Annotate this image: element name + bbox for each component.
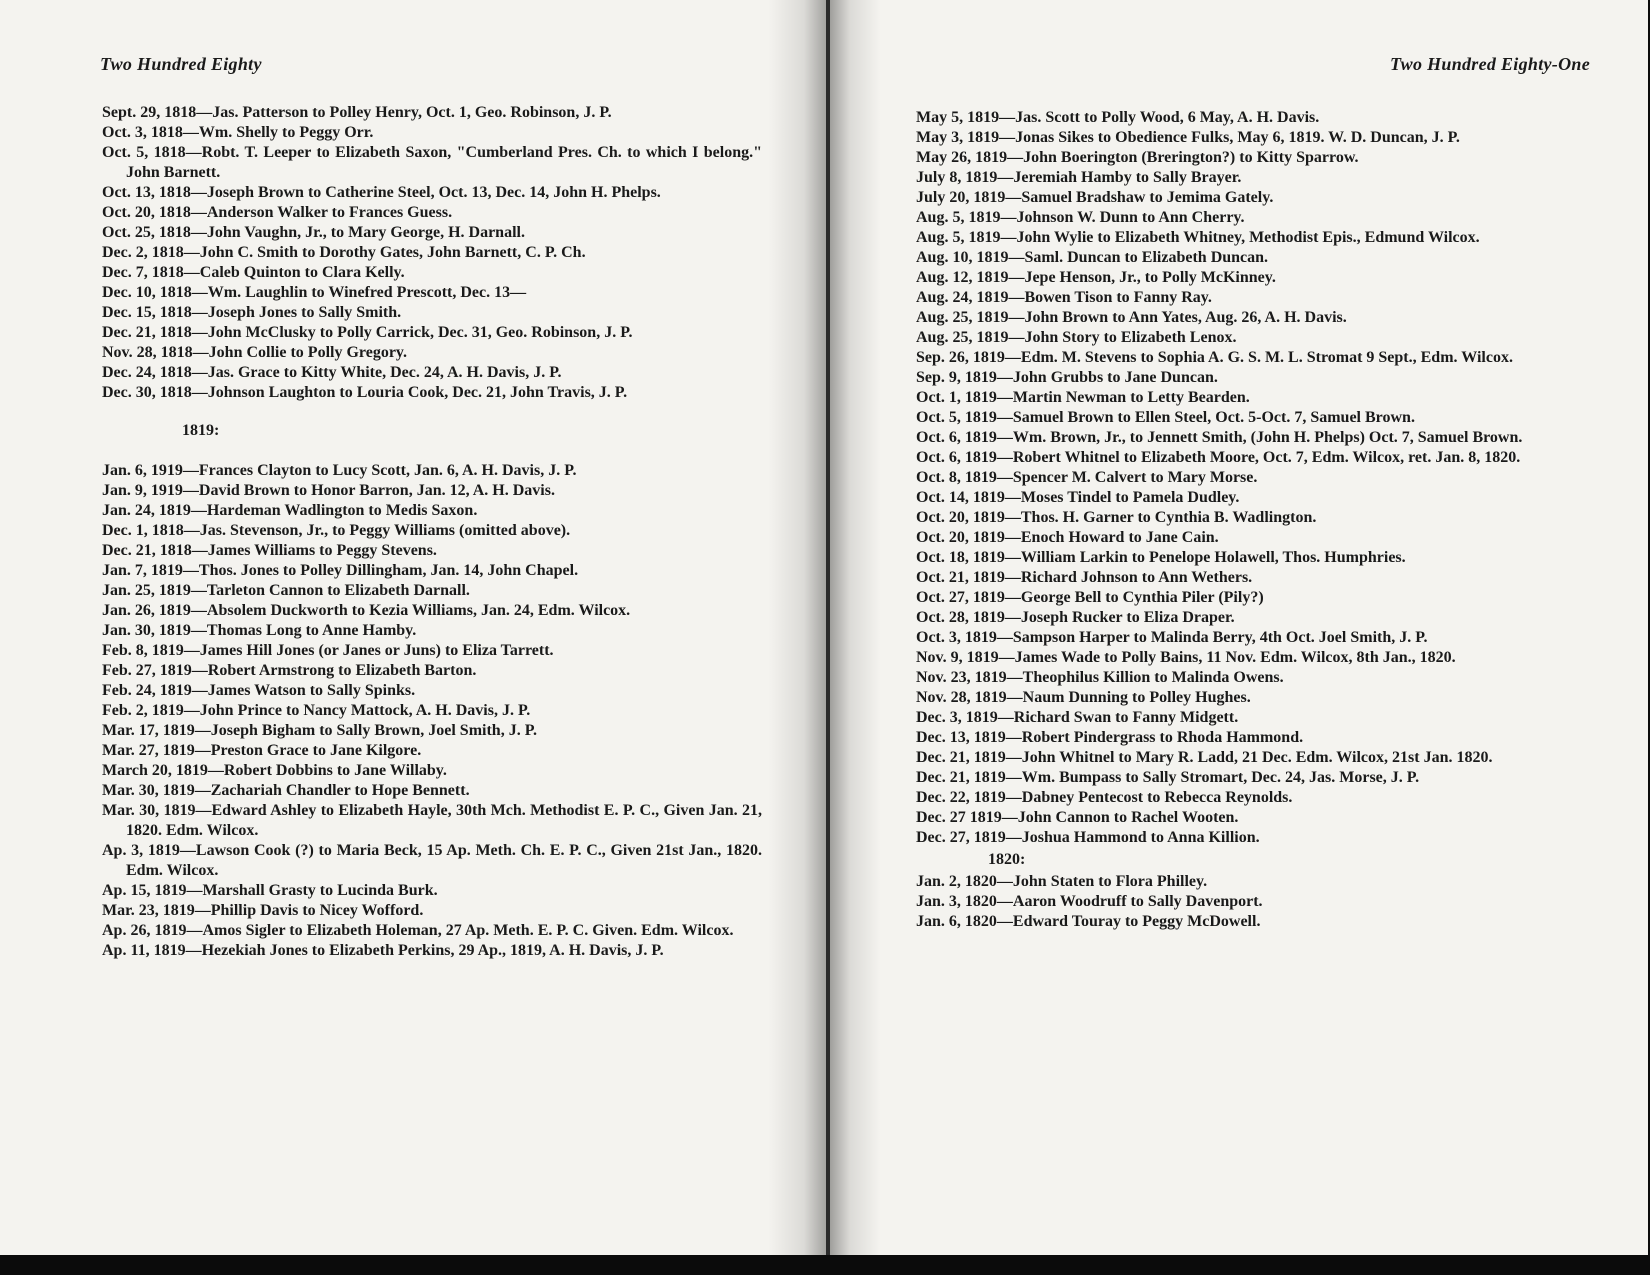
- marriage-entry: Mar. 30, 1819—Edward Ashley to Elizabeth Hayle, 30th Mch. Methodist E. P. C., Given Jan. 21, 1820. Edm. Wilcox.: [102, 802, 762, 839]
- marriage-entry: Dec. 13, 1819—Robert Pindergrass to Rhoda Hammond.: [916, 729, 1304, 746]
- marriage-entry: Aug. 24, 1819—Bowen Tison to Fanny Ray.: [916, 289, 1212, 306]
- marriage-entry: Oct. 18, 1819—William Larkin to Penelope Holawell, Thos. Humphries.: [916, 549, 1406, 566]
- marriage-entry: Aug. 25, 1819—John Brown to Ann Yates, Aug. 26, A. H. Davis.: [916, 309, 1347, 326]
- marriage-entry: Dec. 21, 1819—Wm. Bumpass to Sally Stromart, Dec. 24, Jas. Morse, J. P.: [916, 769, 1420, 786]
- marriage-entry: Oct. 25, 1818—John Vaughn, Jr., to Mary George, H. Darnall.: [102, 224, 525, 241]
- marriage-entry: Dec. 27 1819—John Cannon to Rachel Wooten.: [916, 809, 1239, 826]
- marriage-entry: Aug. 12, 1819—Jepe Henson, Jr., to Polly McKinney.: [916, 269, 1276, 286]
- marriage-entry: Nov. 23, 1819—Theophilus Killion to Malinda Owens.: [916, 669, 1284, 686]
- marriage-entry: Mar. 30, 1819—Zachariah Chandler to Hope Bennett.: [102, 782, 470, 799]
- marriage-entry: Oct. 6, 1819—Robert Whitnel to Elizabeth Moore, Oct. 7, Edm. Wilcox, ret. Jan. 8, 1820.: [916, 449, 1521, 466]
- marriage-entry: Aug. 5, 1819—John Wylie to Elizabeth Whitney, Methodist Epis., Edmund Wilcox.: [916, 229, 1480, 246]
- marriage-entry: May 3, 1819—Jonas Sikes to Obedience Fulks, May 6, 1819. W. D. Duncan, J. P.: [916, 129, 1460, 146]
- gutter-shadow-right: [830, 0, 880, 1255]
- marriage-entry: May 26, 1819—John Boerington (Brerington?) to Kitty Sparrow.: [916, 149, 1359, 166]
- marriage-entry: Nov. 28, 1819—Naum Dunning to Polley Hughes.: [916, 689, 1251, 706]
- marriage-entry: Oct. 20, 1819—Enoch Howard to Jane Cain.: [916, 529, 1219, 546]
- marriage-entry: Dec. 24, 1818—Jas. Grace to Kitty White, Dec. 24, A. H. Davis, J. P.: [102, 364, 562, 381]
- marriage-entry: Jan. 7, 1819—Thos. Jones to Polley Dillingham, Jan. 14, John Chapel.: [102, 562, 579, 579]
- marriage-entry: Oct. 28, 1819—Joseph Rucker to Eliza Draper.: [916, 609, 1235, 626]
- page-header-right: Two Hundred Eighty-One: [1390, 54, 1590, 74]
- marriage-entry: Ap. 11, 1819—Hezekiah Jones to Elizabeth Perkins, 29 Ap., 1819, A. H. Davis, J. P.: [102, 942, 664, 959]
- marriage-entry: Aug. 10, 1819—Saml. Duncan to Elizabeth Duncan.: [916, 249, 1269, 266]
- marriage-entry: Oct. 20, 1819—Thos. H. Garner to Cynthia B. Wadlington.: [916, 509, 1317, 526]
- entries-group-1819-cont: [916, 108, 1566, 848]
- marriage-entry: Dec. 27, 1819—Joshua Hammond to Anna Killion.: [916, 829, 1260, 846]
- marriage-entry: Dec. 22, 1819—Dabney Pentecost to Rebecca Reynolds.: [916, 789, 1293, 806]
- entries-group-1820: [916, 872, 1566, 932]
- marriage-entry: Jan. 6, 1820—Edward Touray to Peggy McDowell.: [916, 913, 1261, 930]
- marriage-entry: Oct. 13, 1818—Joseph Brown to Catherine Steel, Oct. 13, Dec. 14, John H. Phelps.: [102, 184, 661, 201]
- marriage-entry: Jan. 24, 1819—Hardeman Wadlington to Medis Saxon.: [102, 502, 478, 519]
- marriage-entry: Oct. 21, 1819—Richard Johnson to Ann Wethers.: [916, 569, 1253, 586]
- marriage-entry: Dec. 21, 1818—John McClusky to Polly Carrick, Dec. 31, Geo. Robinson, J. P.: [102, 324, 633, 341]
- marriage-entry: Jan. 30, 1819—Thomas Long to Anne Hamby.: [102, 622, 417, 639]
- left-page: [0, 0, 828, 1255]
- gutter-shadow-left: [768, 0, 828, 1255]
- page-header-left: Two Hundred Eighty: [100, 54, 262, 74]
- marriage-entry: Oct. 20, 1818—Anderson Walker to Frances Guess.: [102, 204, 453, 221]
- marriage-entry: Jan. 9, 1919—David Brown to Honor Barron, Jan. 12, A. H. Davis.: [102, 482, 555, 499]
- marriage-entry: Feb. 24, 1819—James Watson to Sally Spinks.: [102, 682, 416, 699]
- marriage-entry: Jan. 3, 1820—Aaron Woodruff to Sally Davenport.: [916, 893, 1263, 910]
- marriage-entry: Oct. 6, 1819—Wm. Brown, Jr., to Jennett Smith, (John H. Phelps) Oct. 7, Samuel Brown.: [916, 429, 1523, 446]
- marriage-entry: Jan. 25, 1819—Tarleton Cannon to Elizabeth Darnall.: [102, 582, 470, 599]
- marriage-entry: Ap. 3, 1819—Lawson Cook (?) to Maria Beck, 15 Ap. Meth. Ch. E. P. C., Given 21st Jan., 1820. Edm. Wilcox.: [102, 842, 762, 879]
- marriage-entry: Jan. 26, 1819—Absolem Duckworth to Kezia Williams, Jan. 24, Edm. Wilcox.: [102, 602, 631, 619]
- marriage-entry: July 8, 1819—Jeremiah Hamby to Sally Brayer.: [916, 169, 1242, 186]
- entries-list-right: [916, 108, 1566, 932]
- marriage-entry: Jan. 6, 1919—Frances Clayton to Lucy Scott, Jan. 6, A. H. Davis, J. P.: [102, 462, 577, 479]
- year-heading-1819: 1819:: [182, 422, 220, 439]
- marriage-entry: May 5, 1819—Jas. Scott to Polly Wood, 6 May, A. H. Davis.: [916, 109, 1320, 126]
- marriage-entry: Nov. 28, 1818—John Collie to Polly Gregory.: [102, 344, 408, 361]
- year-heading-1820: 1820:: [988, 851, 1026, 868]
- marriage-entry: Dec. 3, 1819—Richard Swan to Fanny Midgett.: [916, 709, 1239, 726]
- marriage-entry: Oct. 8, 1819—Spencer M. Calvert to Mary Morse.: [916, 469, 1258, 486]
- marriage-entry: Dec. 21, 1818—James Williams to Peggy Stevens.: [102, 542, 437, 559]
- marriage-entry: Dec. 7, 1818—Caleb Quinton to Clara Kelly.: [102, 264, 405, 281]
- entries-list-left: [102, 103, 762, 961]
- marriage-entry: Mar. 17, 1819—Joseph Bigham to Sally Brown, Joel Smith, J. P.: [102, 722, 538, 739]
- marriage-entry: Dec. 10, 1818—Wm. Laughlin to Winefred Prescott, Dec. 13—: [102, 284, 527, 301]
- marriage-entry: Sep. 26, 1819—Edm. M. Stevens to Sophia A. G. S. M. L. Stromat 9 Sept., Edm. Wilcox.: [916, 349, 1513, 366]
- marriage-entry: Oct. 27, 1819—George Bell to Cynthia Piler (Pily?): [916, 589, 1264, 606]
- marriage-entry: Dec. 15, 1818—Joseph Jones to Sally Smith.: [102, 304, 402, 321]
- marriage-entry: Oct. 14, 1819—Moses Tindel to Pamela Dudley.: [916, 489, 1240, 506]
- marriage-entry: Aug. 5, 1819—Johnson W. Dunn to Ann Cherry.: [916, 209, 1245, 226]
- marriage-entry: Dec. 2, 1818—John C. Smith to Dorothy Gates, John Barnett, C. P. Ch.: [102, 244, 586, 261]
- marriage-entry: Mar. 23, 1819—Phillip Davis to Nicey Wofford.: [102, 902, 424, 919]
- marriage-entry: Ap. 26, 1819—Amos Sigler to Elizabeth Holeman, 27 Ap. Meth. E. P. C. Given. Edm. Wilcox.: [102, 922, 734, 939]
- marriage-entry: Sep. 9, 1819—John Grubbs to Jane Duncan.: [916, 369, 1218, 386]
- marriage-entry: Oct. 3, 1818—Wm. Shelly to Peggy Orr.: [102, 124, 374, 141]
- marriage-entry: Jan. 2, 1820—John Staten to Flora Philley.: [916, 873, 1208, 890]
- marriage-entry: Oct. 5, 1819—Samuel Brown to Ellen Steel, Oct. 5-Oct. 7, Samuel Brown.: [916, 409, 1415, 426]
- marriage-entry: July 20, 1819—Samuel Bradshaw to Jemima Gately.: [916, 189, 1274, 206]
- marriage-entry: Nov. 9, 1819—James Wade to Polly Bains, 11 Nov. Edm. Wilcox, 8th Jan., 1820.: [916, 649, 1456, 666]
- marriage-entry: Sept. 29, 1818—Jas. Patterson to Polley Henry, Oct. 1, Geo. Robinson, J. P.: [102, 104, 612, 121]
- marriage-entry: Feb. 27, 1819—Robert Armstrong to Elizabeth Barton.: [102, 662, 477, 679]
- marriage-entry: Feb. 8, 1819—James Hill Jones (or Janes or Juns) to Eliza Tarrett.: [102, 642, 554, 659]
- marriage-entry: Oct. 3, 1819—Sampson Harper to Malinda Berry, 4th Oct. Joel Smith, J. P.: [916, 629, 1428, 646]
- marriage-entry: Dec. 21, 1819—John Whitnel to Mary R. Ladd, 21 Dec. Edm. Wilcox, 21st Jan. 1820.: [916, 749, 1493, 766]
- marriage-entry: Oct. 1, 1819—Martin Newman to Letty Bearden.: [916, 389, 1250, 406]
- marriage-entry: Aug. 25, 1819—John Story to Elizabeth Lenox.: [916, 329, 1237, 346]
- right-page: [830, 0, 1648, 1255]
- entries-group-1819: [102, 461, 762, 961]
- marriage-entry: Feb. 2, 1819—John Prince to Nancy Mattock, A. H. Davis, J. P.: [102, 702, 531, 719]
- entries-group-1818: [102, 103, 762, 403]
- marriage-entry: Dec. 1, 1818—Jas. Stevenson, Jr., to Peggy Williams (omitted above).: [102, 522, 571, 539]
- marriage-entry: March 20, 1819—Robert Dobbins to Jane Willaby.: [102, 762, 447, 779]
- marriage-entry: Dec. 30, 1818—Johnson Laughton to Louria Cook, Dec. 21, John Travis, J. P.: [102, 384, 628, 401]
- marriage-entry: Mar. 27, 1819—Preston Grace to Jane Kilgore.: [102, 742, 422, 759]
- marriage-entry: Oct. 5, 1818—Robt. T. Leeper to Elizabeth Saxon, "Cumberland Pres. Ch. to which I belong." John Barnett.: [102, 144, 762, 181]
- marriage-entry: Ap. 15, 1819—Marshall Grasty to Lucinda Burk.: [102, 882, 438, 899]
